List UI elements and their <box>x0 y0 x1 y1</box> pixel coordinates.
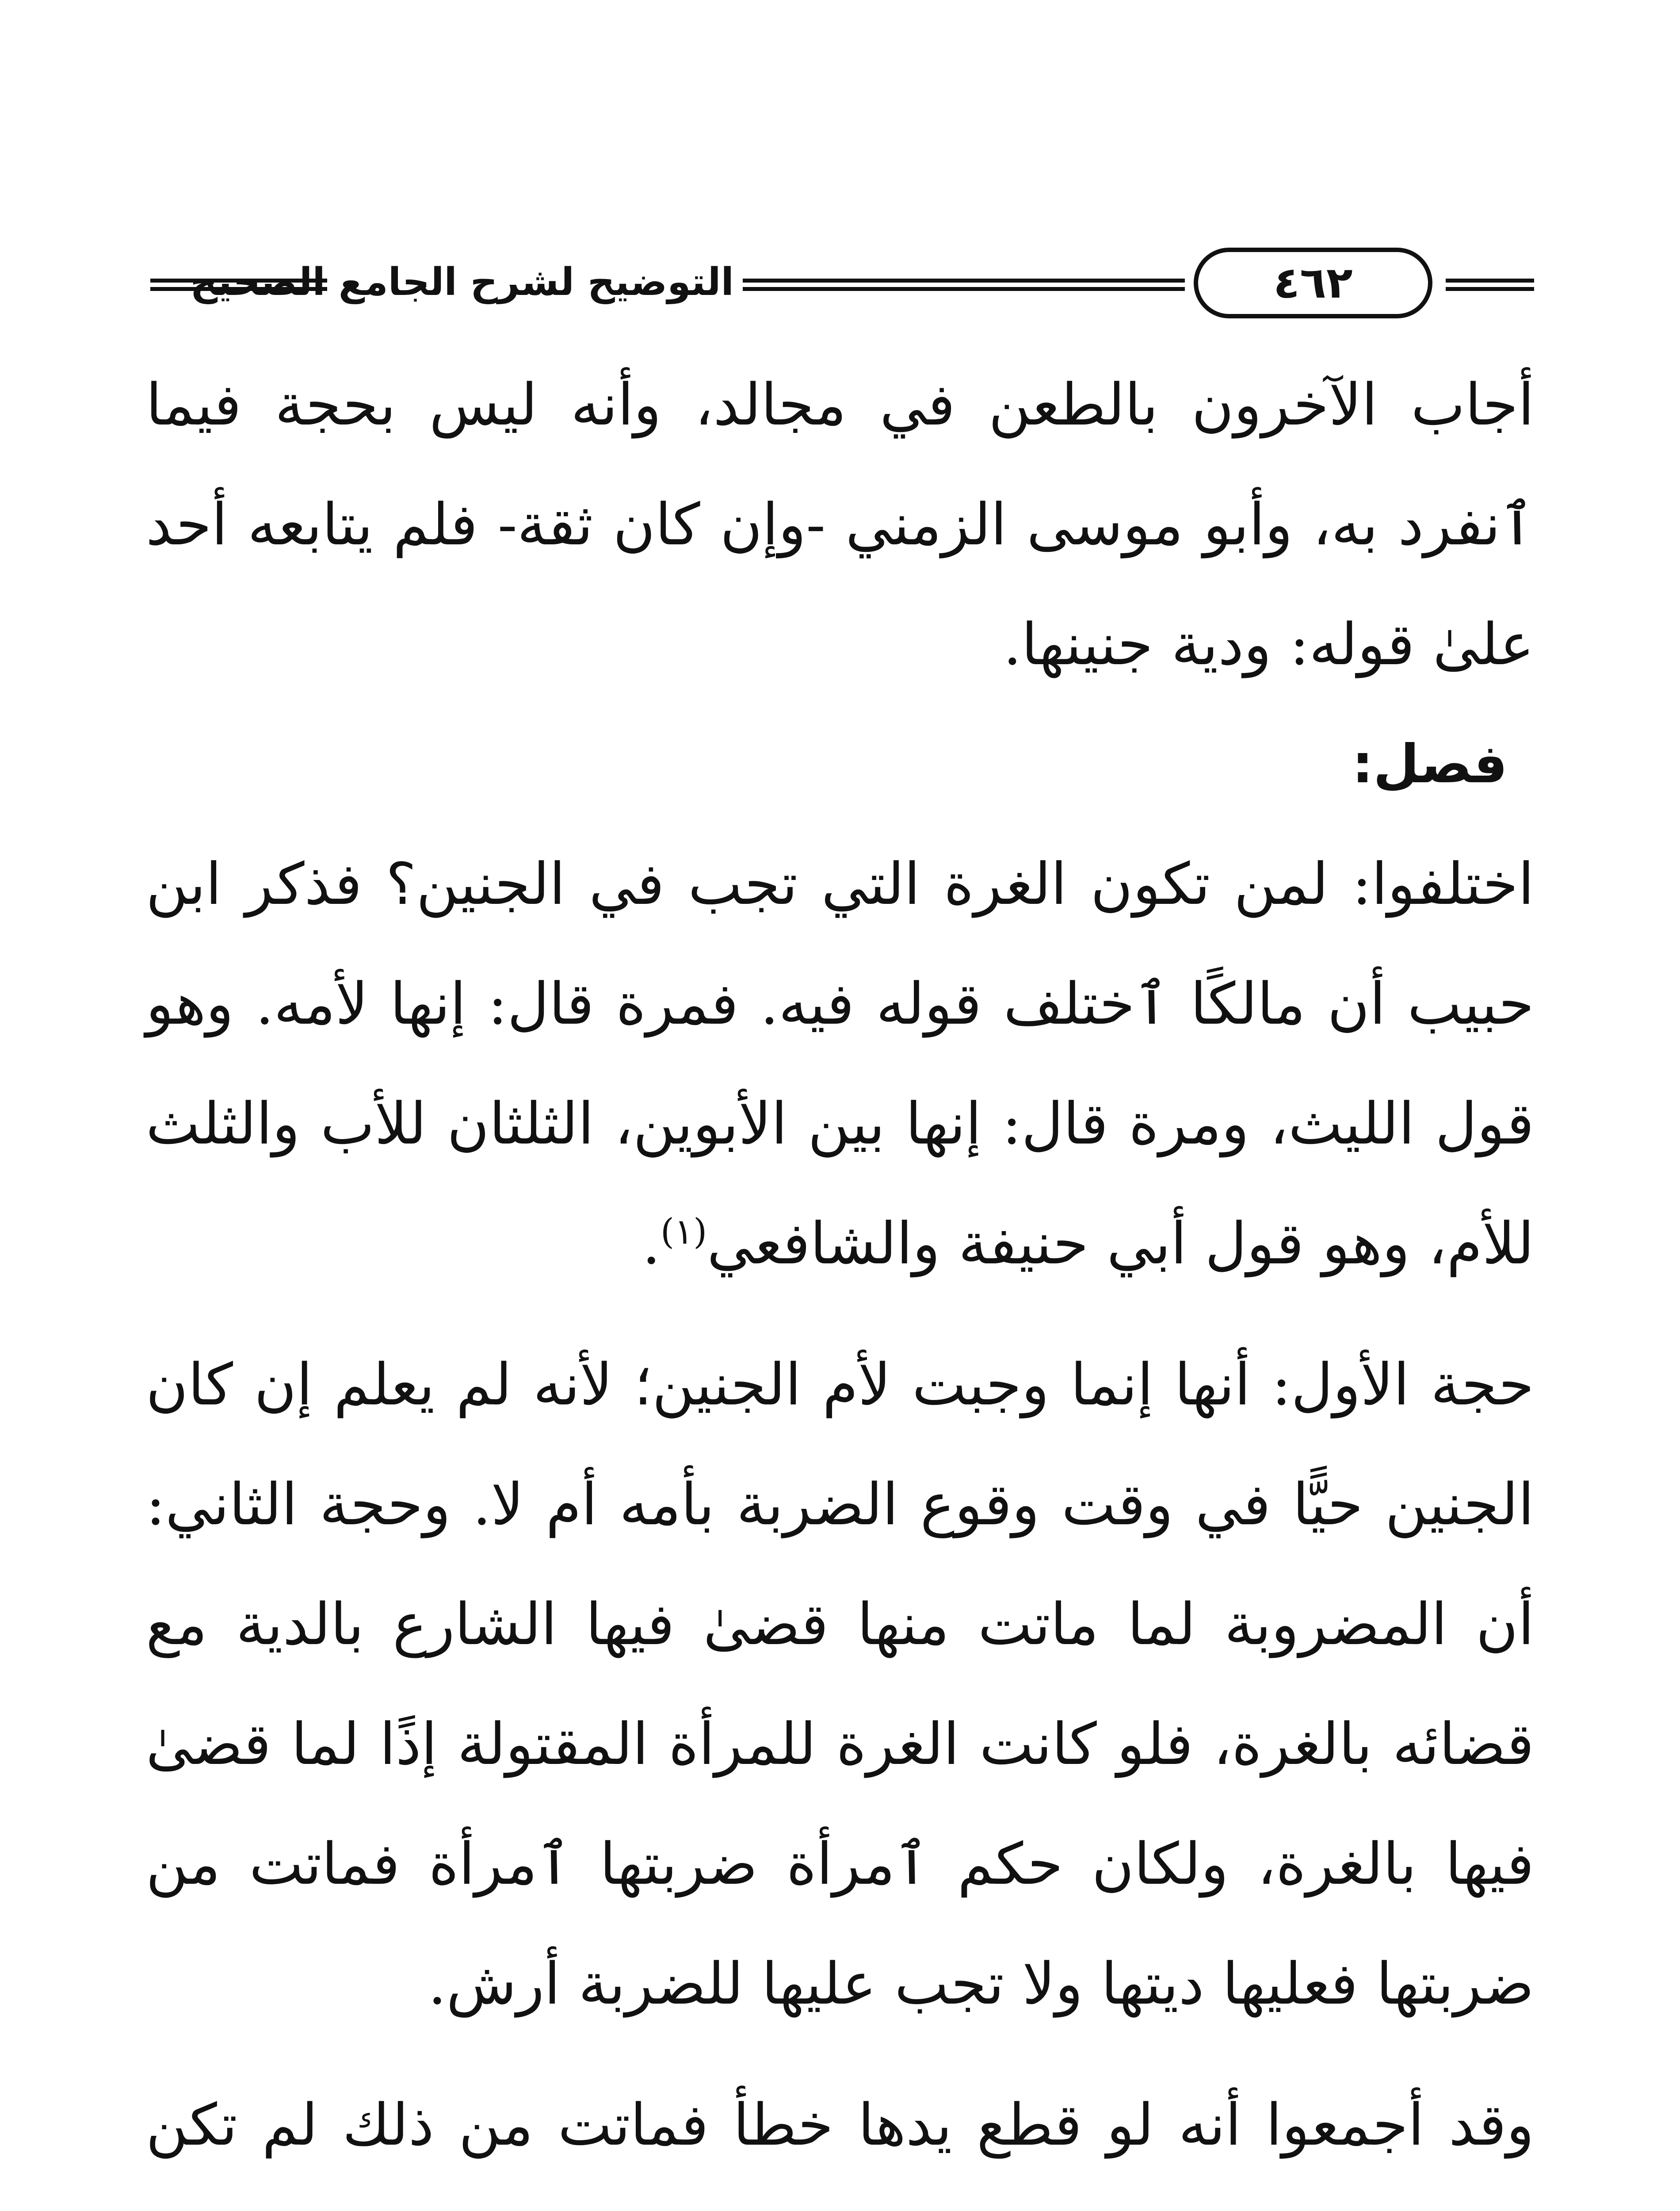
header-rule-middle <box>743 279 1185 291</box>
page-number: ٤٦٢ <box>1273 258 1353 308</box>
paragraph-2 <box>146 824 1534 1304</box>
header-rule-right <box>1446 279 1534 291</box>
running-title: التوضيح لشرح الجامع الصحيح <box>190 260 734 304</box>
paragraph-1: أجاب الآخرون بالطعن في مجالد، وأنه ليس بحجة فيما ٱنفرد به، وأبو موسى الزمني -وإن كان ثقة- فلم يتابعه أحد علىٰ قوله: ودية جنينها. <box>146 371 1534 678</box>
footnote-reference[interactable]: (١) <box>660 1211 707 1252</box>
paragraph-3: حجة الأول: أنها إنما وجبت لأم الجنين؛ لأنه لم يعلم إن كان الجنين حيًّا في وقت وقوع الضربة بأمه أم لا. وحجة الثاني: أن المضروبة لما ماتت منها قضىٰ فيها الشارع بالدية مع قضائه بالغرة، فلو كانت الغرة للمرأة المقتولة إذًا لما قضىٰ فيها بالغرة، ولكان حكم ٱمرأة ضربتها ٱمرأة فماتت من ضربتها فعليها ديتها ولا تجب عليها للضربة أرش. <box>146 1351 1534 2017</box>
paragraph-2-end: . <box>642 1210 661 1277</box>
paragraph-2-text: اختلفوا: لمن تكون الغرة التي تجب في الجنين؟ فذكر ابن حبيب أن مالكًا ٱختلف قوله فيه. فمرة قال: إنها لأمه. وهو قول الليث، ومرة قال: إنها بين الأبوين، الثلثان للأب والثلث للأم، وهو قول أبي حنيفة والشافعي <box>146 850 1534 1277</box>
paragraph-4: وقد أجمعوا أنه لو قطع يدها خطأ فماتت من ذلك لم تكن <box>146 2091 1534 2158</box>
section-heading: فصل: <box>1352 734 1508 795</box>
main-text <box>146 345 1534 2211</box>
page-number-badge <box>1194 248 1432 318</box>
running-header <box>150 248 1534 327</box>
